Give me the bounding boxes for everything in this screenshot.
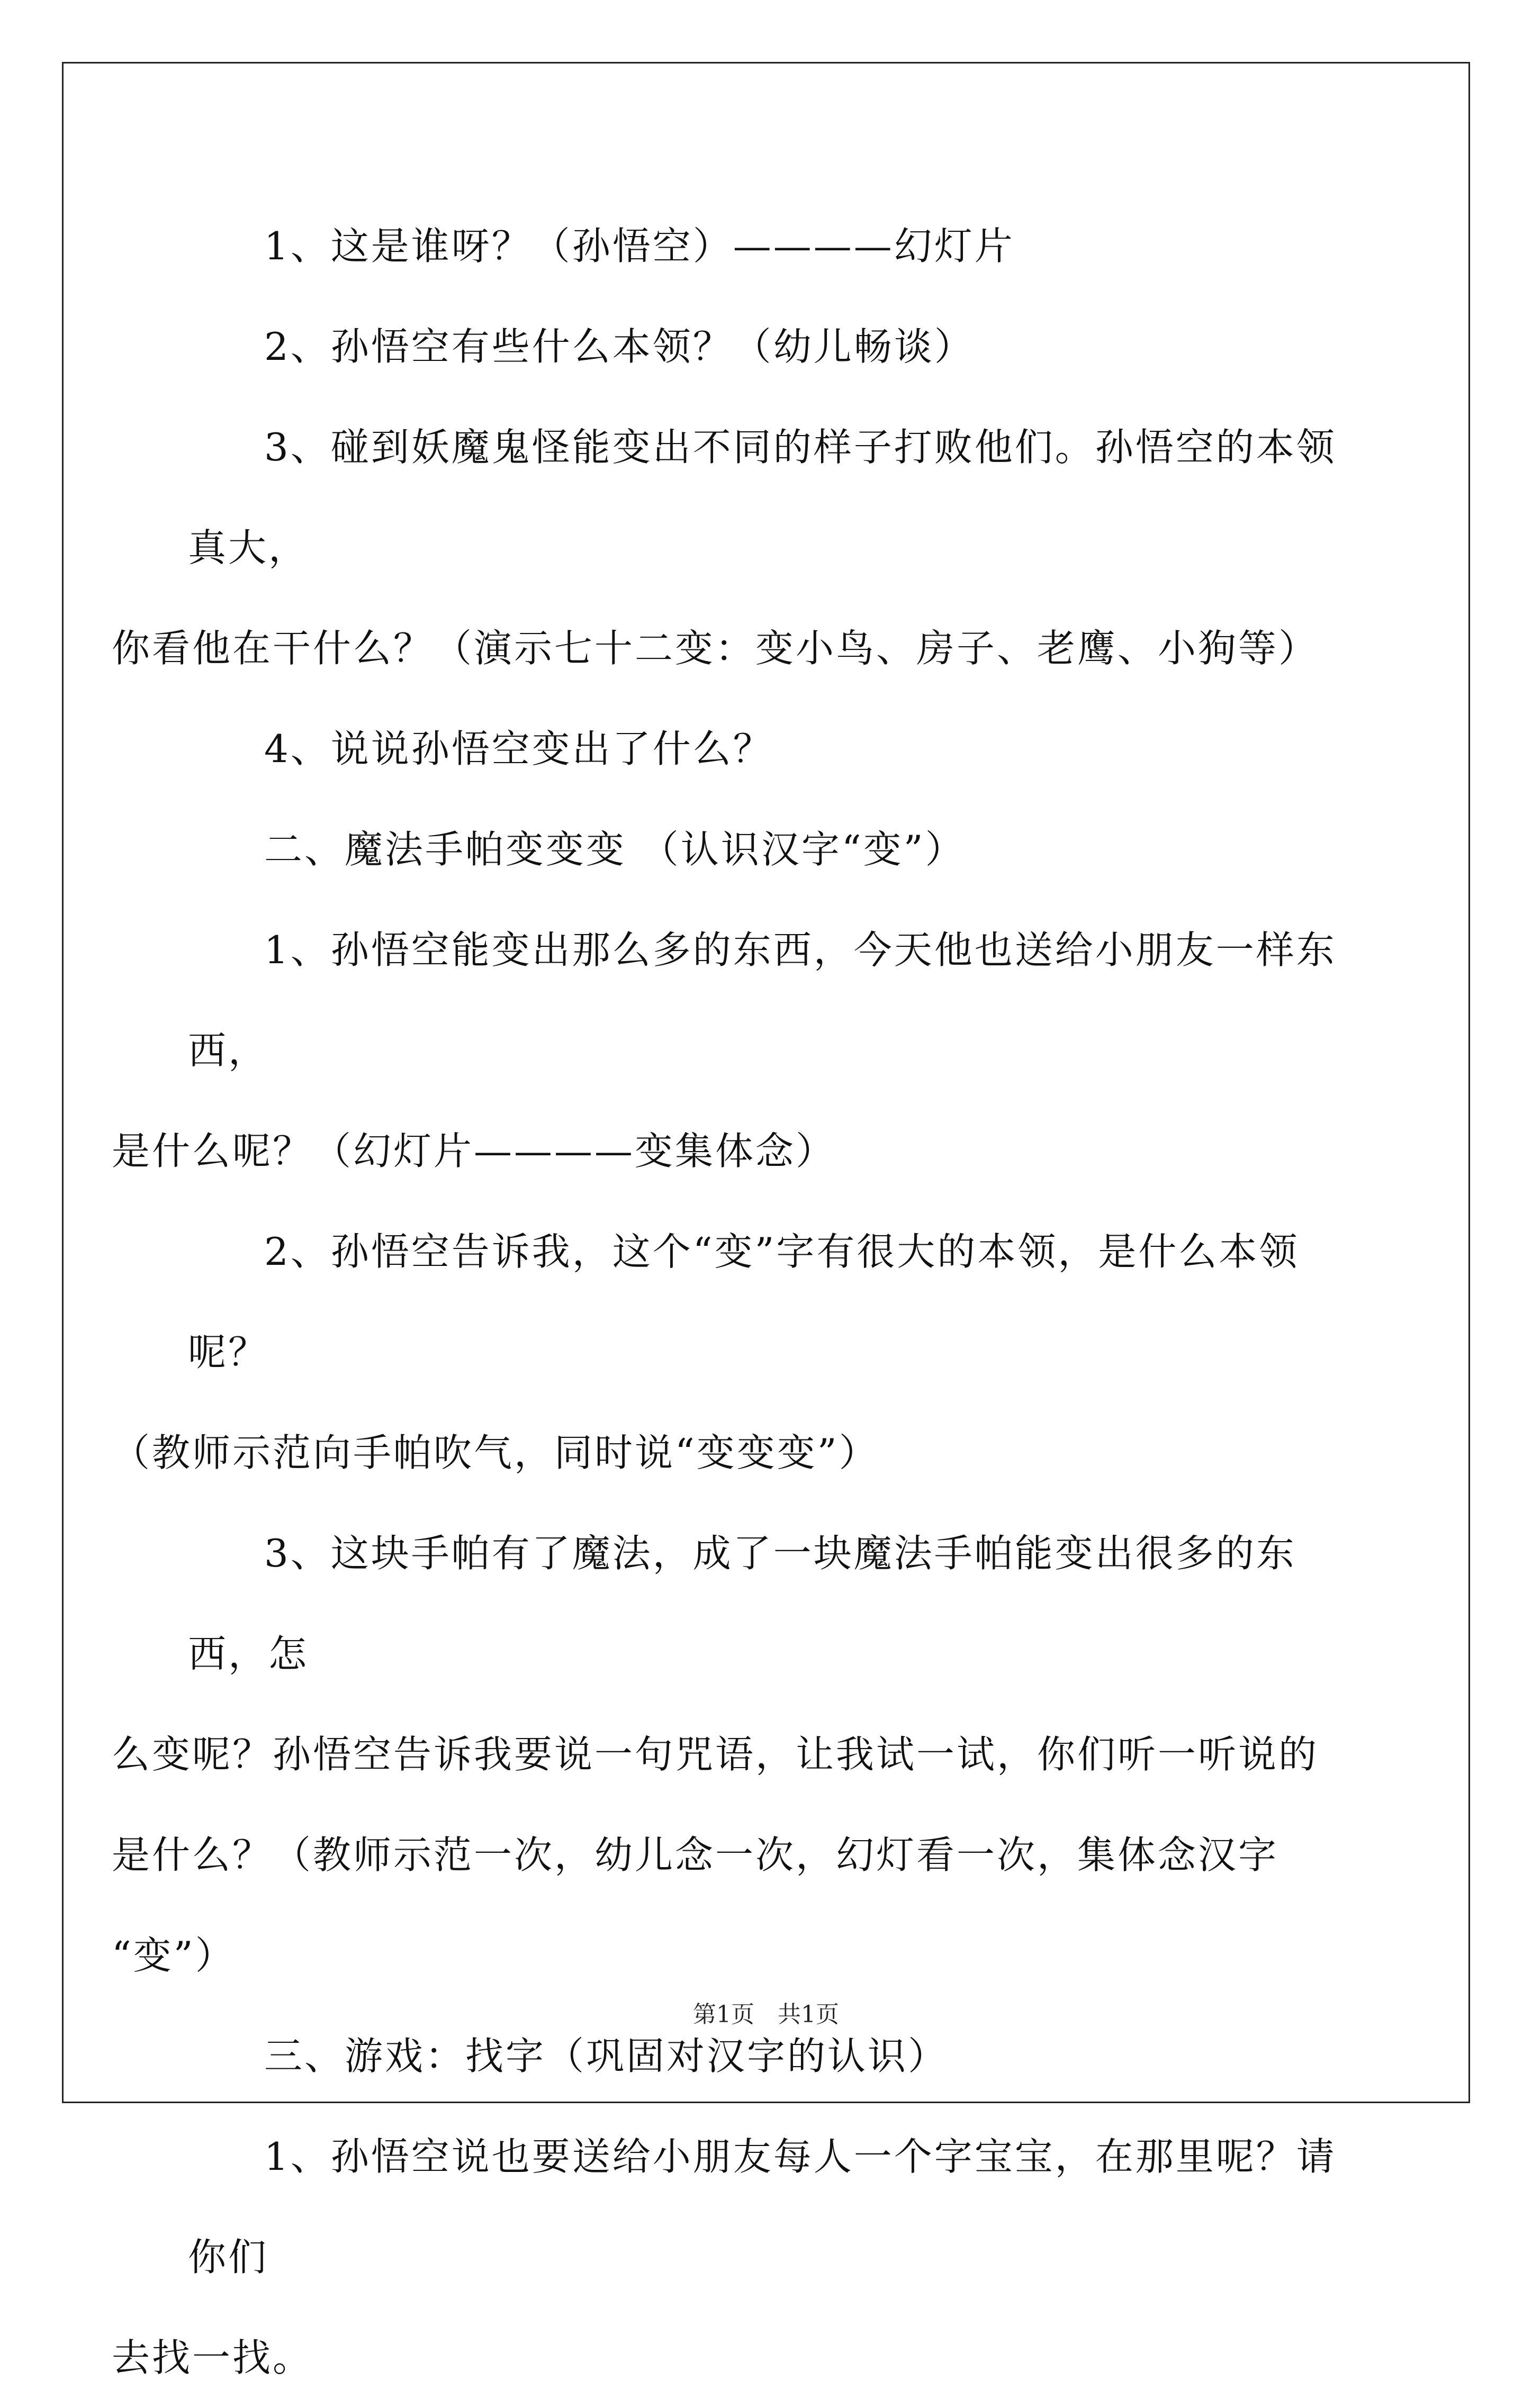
paragraph-line: 去找一找。 [112,2335,313,2380]
paragraph-3 [112,397,1342,699]
page-footer: 第1页 共1页 [693,2001,839,2028]
paragraph-line: 3、这块手帕有了魔法，成了一块魔法手帕能变出很多的东西，怎 [188,1531,1296,1676]
paragraph-7 [112,1201,1342,1503]
paragraph-line: 2、孙悟空有些什么本领？（幼儿畅谈） [264,324,975,369]
document-body [112,196,1342,2408]
paragraph-line: 1、孙悟空说也要送给小朋友每人一个字宝宝，在那里呢？请你们 [188,2134,1337,2279]
paragraph-4 [188,699,1342,799]
paragraph-line: 是什么？（教师示范一次，幼儿念一次，幻灯看一次，集体念汉字 [112,1833,1279,1877]
paragraph-line: 2、孙悟空告诉我，这个“变”字有很大的本领，是什么本领呢？ [188,1229,1300,1374]
section-heading-2 [188,799,1342,900]
paragraph-1 [188,196,1342,296]
paragraph-10 [112,2106,1342,2408]
paragraph-line: “变”） [112,1933,236,1978]
paragraph-line: 3、碰到妖魔鬼怪能变出不同的样子打败他们。孙悟空的本领真大， [188,425,1337,570]
paragraph-line: 4、说说孙悟空变出了什么？ [264,727,773,771]
paragraph-line: （教师示范向手帕吹气，同时说“变变变”） [112,1431,879,1475]
paragraph-line: 三、游戏：找字（巩固对汉字的认识） [264,2034,949,2078]
paragraph-line: 是什么呢？（幻灯片————变集体念） [112,1129,836,1173]
paragraph-2 [188,296,1342,397]
paragraph-8 [112,1503,1342,2006]
paragraph-line: 1、这是谁呀？（孙悟空）————幻灯片 [264,224,1015,268]
paragraph-line: 1、孙悟空能变出那么多的东西，今天他也送给小朋友一样东西， [188,928,1337,1073]
paragraph-line: 二、魔法手帕变变变 （认识汉字“变”） [264,827,966,872]
paragraph-line: 么变呢？孙悟空告诉我要说一句咒语，让我试一试，你们听一听说的 [112,1732,1319,1777]
paragraph-6 [112,900,1342,1201]
paragraph-line: 你看他在干什么？（演示七十二变：变小鸟、房子、老鹰、小狗等） [112,626,1319,671]
